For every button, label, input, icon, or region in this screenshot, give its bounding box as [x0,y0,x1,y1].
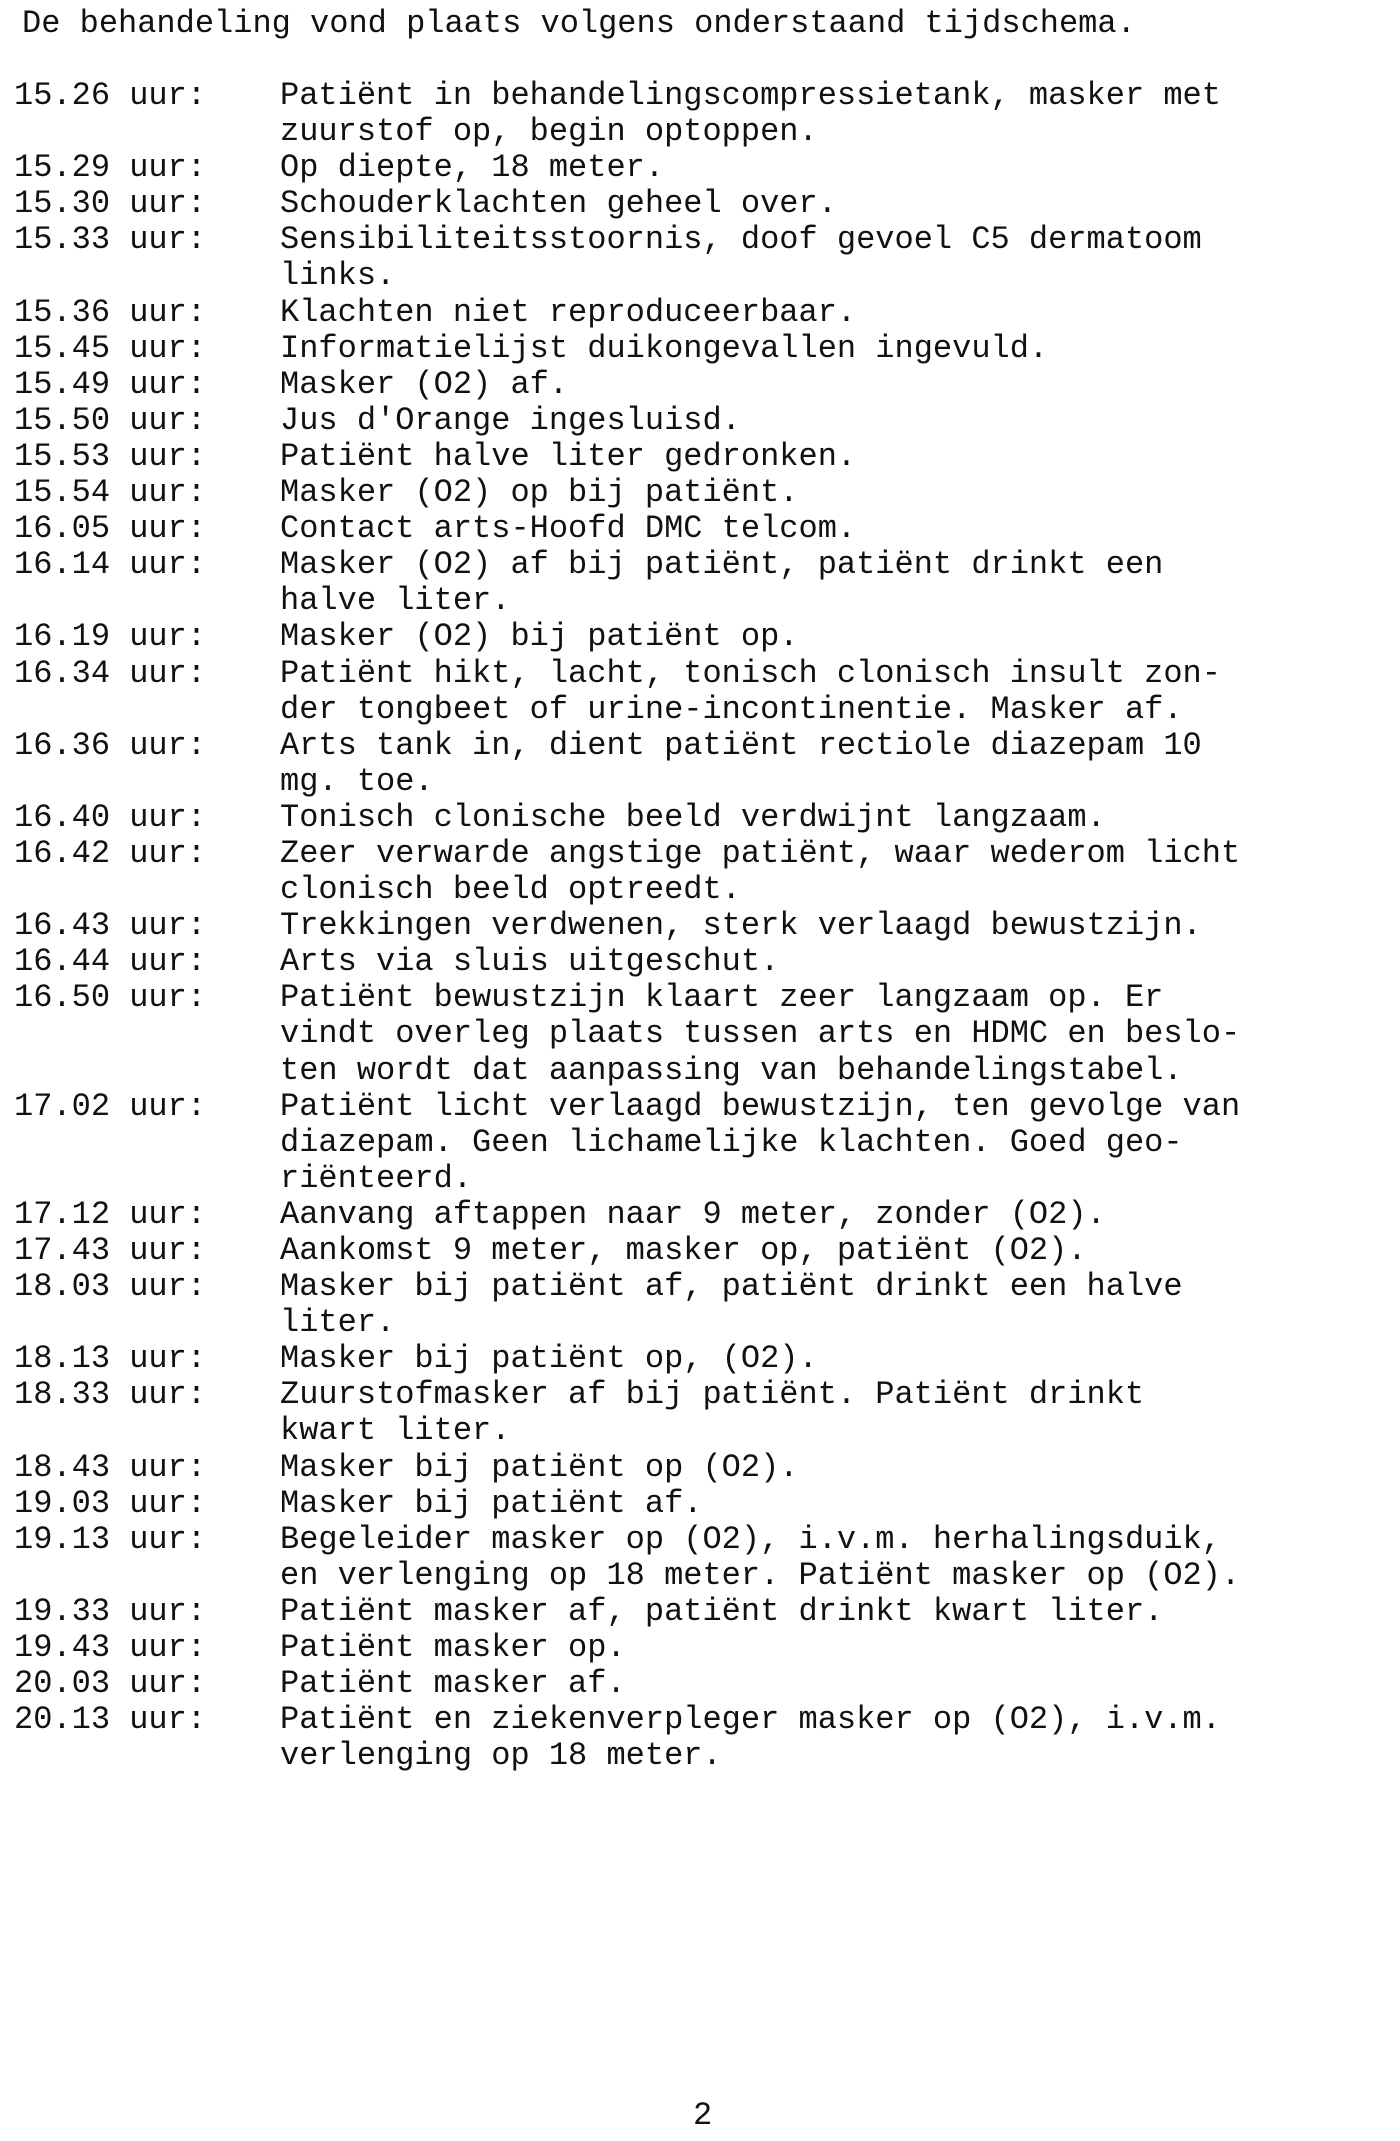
entry-time: 19.43 uur: [14,1629,207,1667]
entry-description [280,1233,1390,1269]
entry-description-line: Masker bij patiënt op (O2). [280,1448,799,1486]
timeline-entry [14,547,1394,619]
timeline-entry [14,800,1394,836]
timeline-entry [14,944,1394,980]
entry-description-line: Aanvang aftappen naar 9 meter, zonder (O2). [280,1195,1106,1233]
entry-description [280,403,1390,439]
entry-description [280,222,1390,294]
entry-description-line: Contact arts-Hoofd DMC telcom. [280,510,857,548]
timeline-entry [14,150,1394,186]
entry-description-line: der tongbeet of urine-incontinentie. Masker af. [280,690,1183,728]
entry-description-line: Patiënt in behandelingscompressietank, masker met [280,77,1221,114]
timeline-entry [14,619,1394,655]
entry-description-line: Patiënt bewustzijn klaart zeer langzaam op. Er [280,979,1164,1017]
entry-time: 19.33 uur: [14,1592,207,1630]
entry-description [280,331,1390,367]
timeline-entry [14,836,1394,908]
entry-description-line: Zuurstofmasker af bij patiënt. Patiënt drinkt [280,1376,1145,1414]
entry-time: 18.33 uur: [14,1376,207,1414]
entry-description [280,836,1390,908]
entry-description [280,1197,1390,1233]
entry-description-line: Masker (O2) bij patiënt op. [280,618,799,656]
entry-description-line: Trekkingen verdwenen, sterk verlaagd bewustzijn. [280,907,1202,945]
entry-time: 16.34 uur: [14,654,207,692]
entry-description [280,511,1390,547]
timeline-entry [14,186,1394,222]
entry-description-line: en verlenging op 18 meter. Patiënt masker op (O2). [280,1556,1241,1594]
timeline-entry [14,908,1394,944]
entry-description-line: halve liter. [280,582,511,620]
entry-description [280,1450,1390,1486]
timeline-entry [14,1702,1394,1774]
entry-description-line: Masker (O2) af. [280,365,569,403]
page-number: 2 [693,2097,713,2134]
entry-description-line: Patiënt masker af, patiënt drinkt kwart liter. [280,1592,1164,1630]
entry-description-line: clonisch beeld optreedt. [280,871,741,909]
entry-description [280,1666,1390,1702]
entry-description [280,1341,1390,1377]
entry-description-line: Aankomst 9 meter, masker op, patiënt (O2). [280,1232,1087,1269]
entry-description-line: Masker bij patiënt af, patiënt drinkt een halve [280,1268,1183,1306]
entry-time: 15.49 uur: [14,365,207,403]
entry-description-line: Arts tank in, dient patiënt rectiole diazepam 10 [280,726,1202,764]
entry-time: 16.19 uur: [14,618,207,656]
entry-description [280,728,1390,800]
timeline-entry [14,295,1394,331]
entry-time: 18.43 uur: [14,1448,207,1486]
timeline-entry [14,331,1394,367]
entry-description-line: mg. toe. [280,762,434,800]
entry-description [280,150,1390,186]
entry-description [280,800,1390,836]
entry-description [280,656,1390,728]
entry-description-line: Patiënt hikt, lacht, tonisch clonisch insult zon- [280,654,1221,692]
entry-description-line: Patiënt halve liter gedronken. [280,437,857,475]
entry-time: 18.03 uur: [14,1268,207,1306]
entry-description-line: Masker bij patiënt op, (O2). [280,1340,818,1378]
entry-time: 17.12 uur: [14,1195,207,1233]
entry-description-line: vindt overleg plaats tussen arts en HDMC en beslo- [280,1015,1241,1053]
timeline-entry [14,222,1394,294]
entry-description [280,78,1390,150]
entry-time: 16.43 uur: [14,907,207,945]
entry-time: 15.54 uur: [14,474,207,512]
timeline-entry [14,1269,1394,1341]
timeline-entry [14,1341,1394,1377]
timeline-entry [14,980,1394,1088]
entry-description-line: Begeleider masker op (O2), i.v.m. herhalingsduik, [280,1520,1221,1558]
entry-time: 16.40 uur: [14,798,207,836]
entry-description-line: Masker (O2) af bij patiënt, patiënt drinkt een [280,546,1164,584]
timeline-entry [14,439,1394,475]
entry-description [280,1630,1390,1666]
timeline-entry [14,511,1394,547]
timeline-entry [14,1233,1394,1269]
entry-time: 18.13 uur: [14,1340,207,1378]
entry-description-line: Zeer verwarde angstige patiënt, waar wederom licht [280,834,1241,872]
entry-description-line: liter. [280,1304,396,1342]
timeline-entry [14,1197,1394,1233]
entry-time: 15.26 uur: [14,77,207,114]
entry-description-line: Schouderklachten geheel over. [280,185,837,223]
entry-description-line: Informatielijst duikongevallen ingevuld. [280,329,1049,367]
entry-description-line: Patiënt masker op. [280,1629,626,1667]
entry-time: 20.03 uur: [14,1665,207,1703]
entry-description [280,1594,1390,1630]
entry-description-line: Masker bij patiënt af. [280,1484,703,1522]
entry-description [280,186,1390,222]
entry-time: 16.36 uur: [14,726,207,764]
entry-description [280,1089,1390,1197]
entry-description-line: Arts via sluis uitgeschut. [280,943,780,981]
entry-time: 15.53 uur: [14,437,207,475]
entry-description-line: Patiënt licht verlaagd bewustzijn, ten gevolge van [280,1087,1241,1125]
entry-description [280,980,1390,1088]
entry-description [280,367,1390,403]
timeline-entry [14,1450,1394,1486]
timeline-entry [14,403,1394,439]
entry-description-line: Patiënt en ziekenverpleger masker op (O2), i.v.m. [280,1701,1221,1739]
entry-time: 16.14 uur: [14,546,207,584]
entry-description-line: riënteerd. [280,1159,473,1197]
timeline-entry [14,1377,1394,1449]
timeline-entry [14,78,1394,150]
entry-description [280,1269,1390,1341]
entry-description [280,439,1390,475]
timeline-entry [14,728,1394,800]
entry-time: 19.13 uur: [14,1520,207,1558]
entry-time: 20.13 uur: [14,1701,207,1739]
entry-time: 17.02 uur: [14,1087,207,1125]
entry-description [280,1702,1390,1774]
entry-time: 19.03 uur: [14,1484,207,1522]
entry-description [280,1522,1390,1594]
entry-time: 16.42 uur: [14,834,207,872]
entry-description-line: Op diepte, 18 meter. [280,149,665,187]
timeline-entry [14,1666,1394,1702]
entry-time: 15.50 uur: [14,401,207,439]
entry-description [280,619,1390,655]
entry-description [280,547,1390,619]
entry-description-line: kwart liter. [280,1412,511,1450]
entry-description-line: Masker (O2) op bij patiënt. [280,474,799,512]
intro-text: De behandeling vond plaats volgens onderstaand tijdschema. [22,5,1136,42]
timeline-entry [14,1089,1394,1197]
timeline-entry [14,367,1394,403]
entry-time: 16.44 uur: [14,943,207,981]
entry-description-line: Patiënt masker af. [280,1665,626,1703]
entry-description-line: Sensibiliteitsstoornis, doof gevoel C5 dermatoom [280,221,1202,259]
entry-description-line: verlenging op 18 meter. [280,1737,722,1775]
entry-description-line: Jus d'Orange ingesluisd. [280,401,741,439]
entry-time: 16.50 uur: [14,979,207,1017]
timeline-entry [14,1486,1394,1522]
entry-description-line: Klachten niet reproduceerbaar. [280,293,857,331]
timeline-entry [14,1522,1394,1594]
timeline-entry [14,656,1394,728]
entry-time: 15.29 uur: [14,149,207,187]
treatment-timeline [14,78,1394,1774]
entry-time: 16.05 uur: [14,510,207,548]
entry-description [280,1377,1390,1449]
timeline-entry [14,1630,1394,1666]
entry-description-line: diazepam. Geen lichamelijke klachten. Goed geo- [280,1123,1183,1161]
entry-description [280,295,1390,331]
entry-time: 15.30 uur: [14,185,207,223]
entry-description-line: Tonisch clonische beeld verdwijnt langzaam. [280,798,1106,836]
entry-time: 17.43 uur: [14,1232,207,1269]
timeline-entry [14,475,1394,511]
entry-time: 15.33 uur: [14,221,207,259]
entry-description [280,908,1390,944]
entry-description-line: links. [280,257,396,295]
entry-description [280,1486,1390,1522]
entry-description [280,475,1390,511]
timeline-entry [14,1594,1394,1630]
entry-description-line: zuurstof op, begin optoppen. [280,113,818,151]
entry-description [280,944,1390,980]
entry-description-line: ten wordt dat aanpassing van behandelingstabel. [280,1051,1183,1089]
entry-time: 15.36 uur: [14,293,207,331]
entry-time: 15.45 uur: [14,329,207,367]
